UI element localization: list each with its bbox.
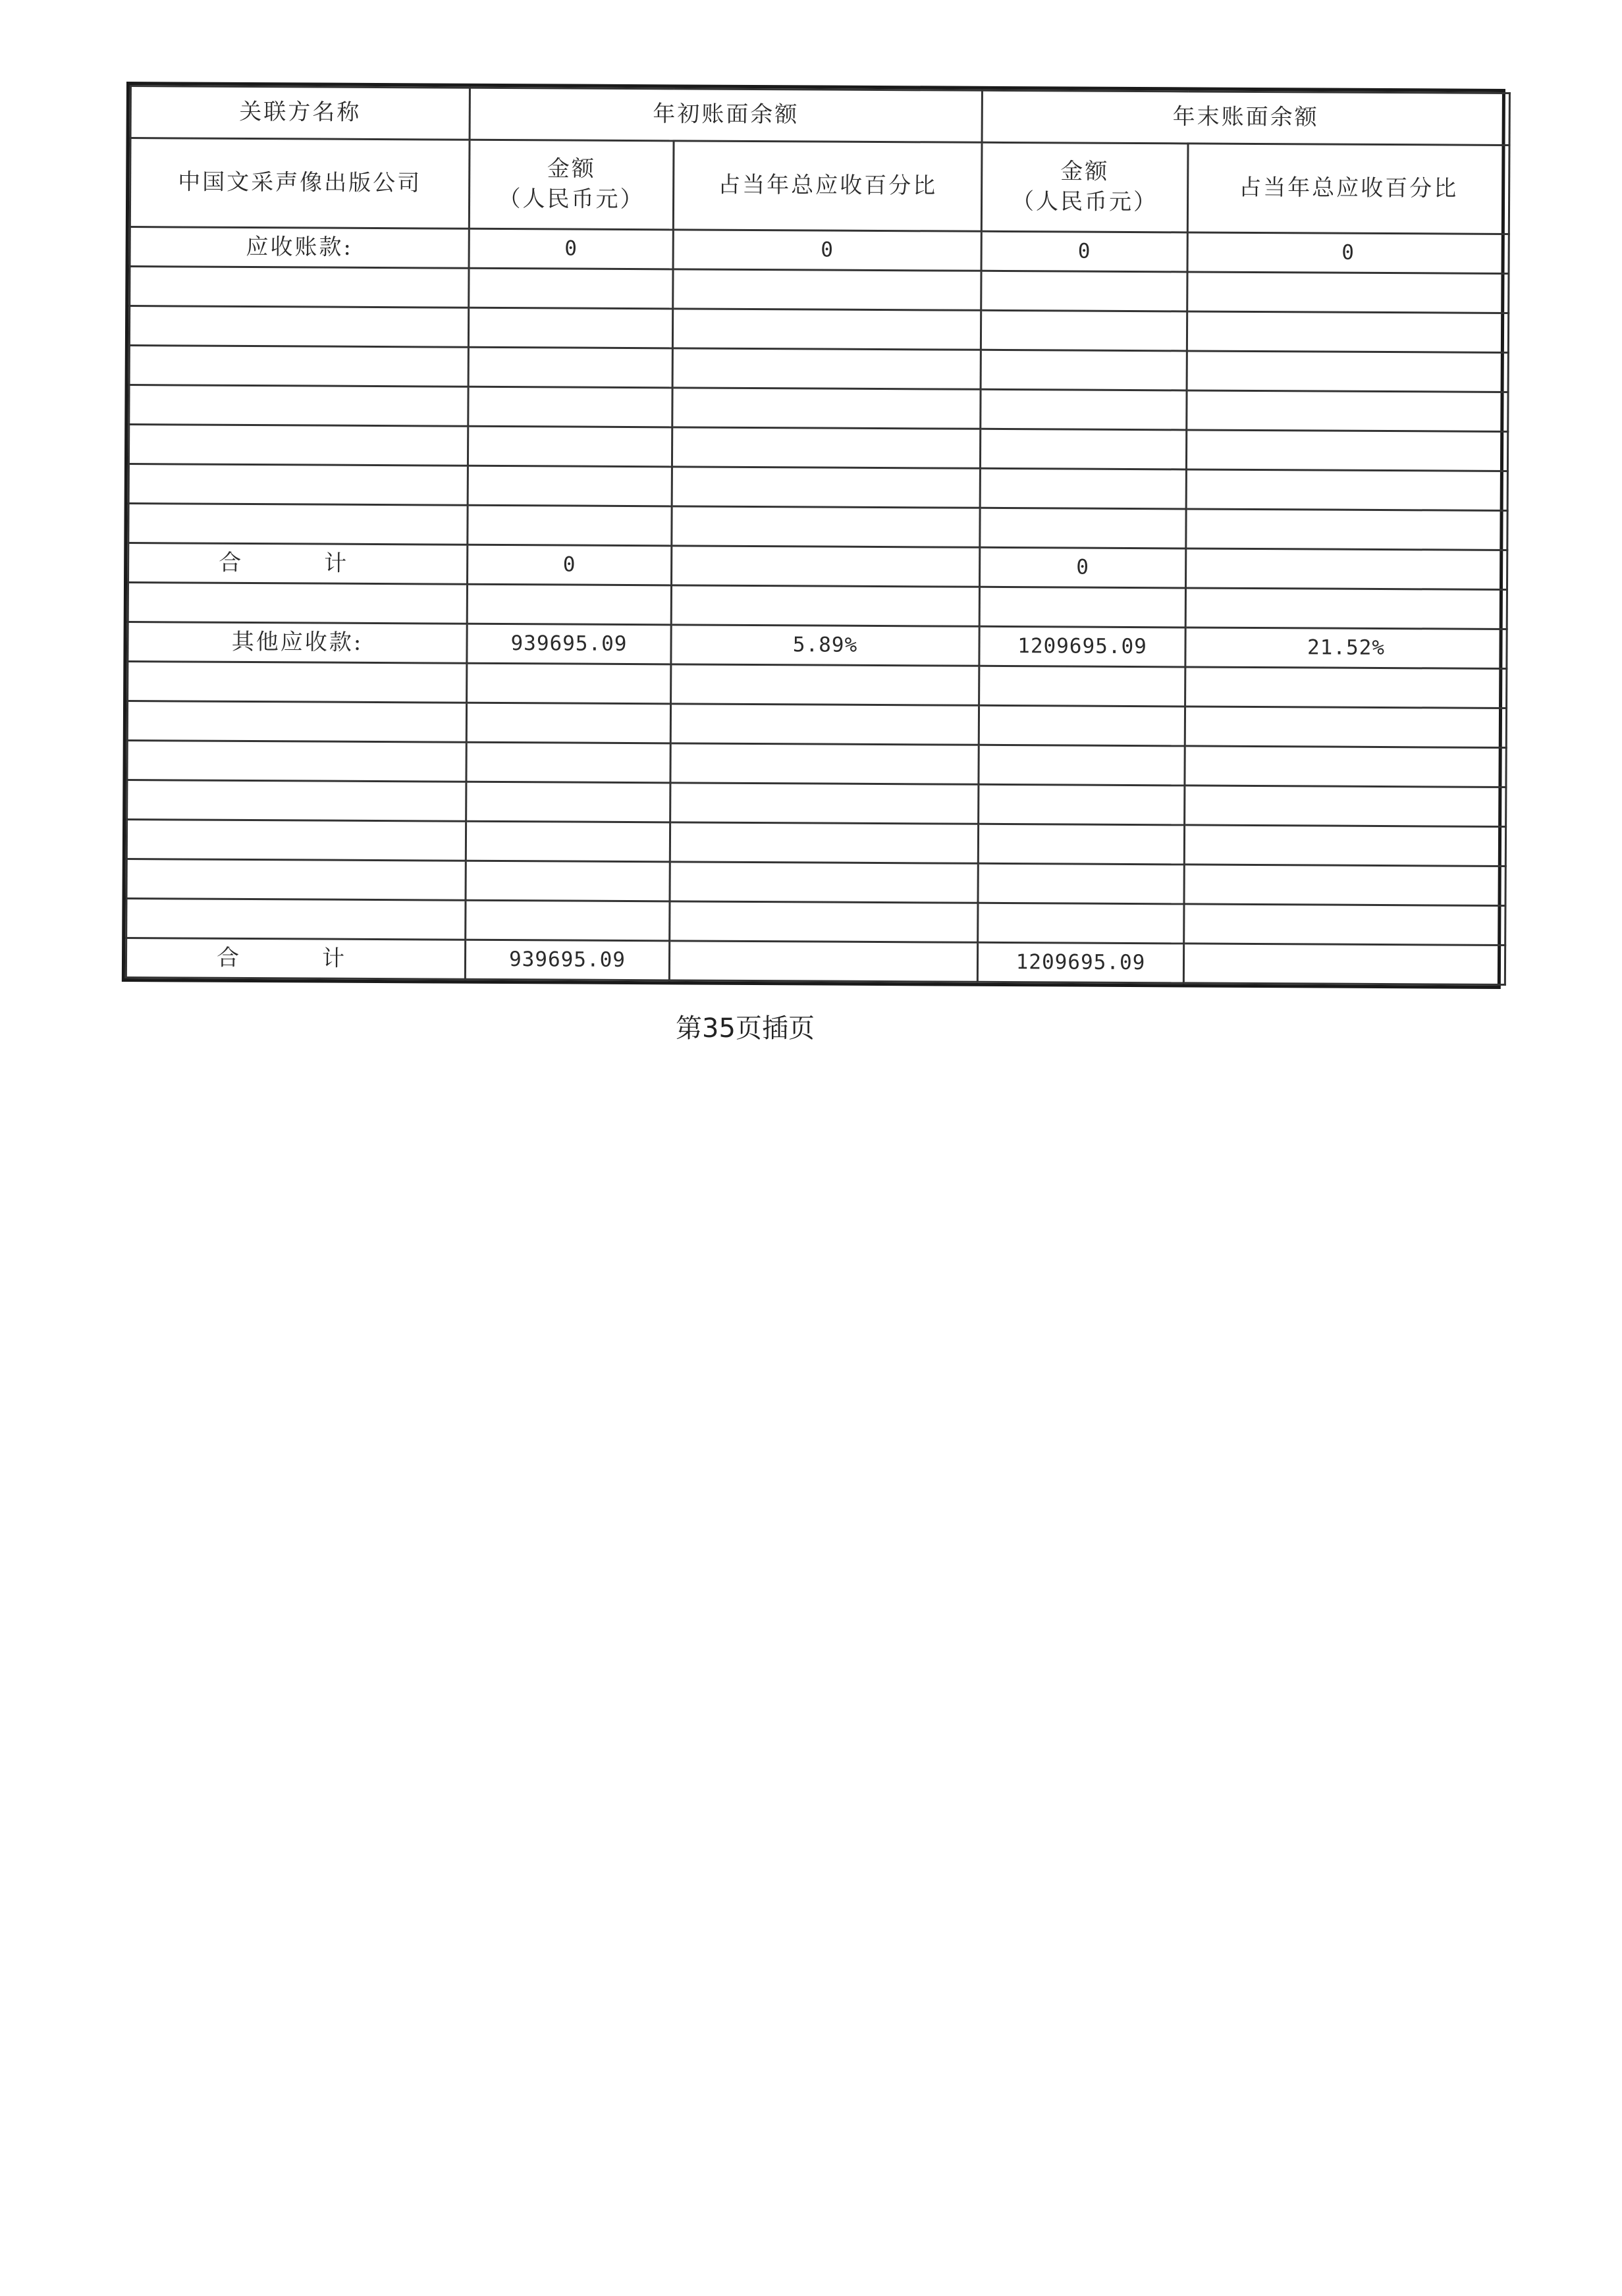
empty-cell: [467, 663, 671, 704]
other-total-close-amount: 1209695.09: [977, 942, 1183, 983]
amount-label: 金额: [547, 155, 596, 182]
other-open-amount: 939695.09: [467, 624, 671, 664]
empty-cell: [1185, 746, 1506, 788]
header-opening-balance: 年初账面余额: [470, 88, 982, 142]
empty-cell: [128, 583, 467, 624]
empty-cell: [127, 741, 466, 782]
empty-cell: [671, 585, 979, 626]
empty-cell: [466, 821, 670, 862]
empty-cell: [466, 782, 670, 822]
empty-cell: [979, 587, 1185, 627]
other-close-pct: 21.52%: [1185, 627, 1507, 669]
empty-cell: [1187, 390, 1508, 432]
table-row: [130, 267, 1509, 313]
empty-cell: [672, 427, 980, 468]
empty-cell: [979, 666, 1185, 707]
empty-cell: [1185, 548, 1507, 590]
amount-unit: （人民币元）: [498, 185, 645, 213]
empty-cell: [469, 268, 673, 309]
empty-cell: [1185, 786, 1506, 827]
table-row: [129, 306, 1508, 353]
empty-cell: [129, 385, 468, 427]
empty-cell: [467, 584, 671, 625]
empty-cell: [1187, 311, 1508, 353]
header-open-amount: [469, 140, 674, 230]
empty-cell: [127, 701, 466, 743]
empty-cell: [979, 705, 1185, 746]
empty-cell: [979, 784, 1185, 825]
table-row: [130, 227, 1509, 274]
header-close-amount: [981, 142, 1188, 232]
empty-cell: [466, 900, 670, 941]
other-total-open-amount: 939695.09: [465, 940, 669, 980]
table-row: [128, 662, 1507, 708]
table-row: [126, 820, 1505, 867]
empty-cell: [1183, 944, 1505, 985]
header-company: 中国文采声像出版公司: [130, 138, 470, 229]
receivables-open-pct: 0: [673, 230, 981, 271]
other-total-label: 合 计: [126, 938, 465, 980]
empty-cell: [128, 504, 468, 545]
empty-cell: [1186, 469, 1507, 511]
empty-cell: [127, 780, 466, 822]
empty-cell: [669, 941, 977, 982]
empty-cell: [1184, 825, 1505, 867]
empty-cell: [468, 347, 672, 388]
page-caption: 第35页插页: [676, 1013, 815, 1044]
receivables-label: 应收账款:: [130, 227, 469, 269]
header-open-percent: 占当年总应收百分比: [673, 141, 982, 231]
header-closing-balance: 年末账面余额: [982, 90, 1509, 145]
empty-cell: [466, 861, 670, 901]
amount-label: 金额: [1060, 158, 1110, 185]
empty-cell: [978, 903, 1184, 944]
receivables-total-label: 合 计: [128, 543, 468, 585]
table-row: [127, 701, 1506, 748]
receivables-total-row: [128, 543, 1507, 590]
table-row: [128, 464, 1507, 511]
amount-unit: （人民币元）: [1011, 188, 1158, 216]
empty-cell: [670, 862, 978, 903]
table-row: [126, 859, 1505, 906]
empty-cell: [1186, 430, 1507, 471]
empty-cell: [981, 350, 1187, 390]
empty-cell: [673, 269, 981, 310]
empty-cell: [129, 346, 468, 387]
empty-cell: [1185, 588, 1507, 629]
empty-cell: [1186, 509, 1507, 550]
table-row: [129, 346, 1508, 392]
receivables-close-pct: 0: [1187, 232, 1509, 274]
empty-cell: [468, 426, 672, 467]
empty-cell: [468, 307, 672, 348]
table-row: [126, 899, 1505, 946]
empty-cell: [466, 703, 670, 743]
empty-cell: [981, 310, 1187, 351]
empty-cell: [670, 704, 979, 745]
empty-cell: [672, 309, 981, 350]
empty-cell: [128, 464, 468, 506]
empty-cell: [1185, 667, 1507, 708]
empty-cell: [670, 822, 978, 863]
empty-cell: [671, 664, 979, 705]
table-row: [127, 780, 1506, 827]
empty-cell: [670, 783, 979, 824]
empty-cell: [978, 863, 1184, 904]
empty-cell: [981, 271, 1187, 311]
empty-cell: [130, 267, 469, 308]
empty-cell: [979, 745, 1185, 786]
table-row: [128, 425, 1507, 471]
empty-cell: [981, 389, 1187, 430]
empty-cell: [128, 425, 468, 466]
table-row: [127, 741, 1506, 788]
empty-cell: [980, 429, 1186, 469]
empty-cell: [980, 468, 1186, 509]
empty-cell: [466, 742, 670, 783]
empty-cell: [672, 506, 980, 547]
empty-cell: [1185, 707, 1506, 748]
empty-cell: [128, 662, 467, 703]
table-row: [128, 504, 1507, 550]
empty-cell: [126, 820, 466, 861]
empty-cell: [1187, 272, 1509, 313]
empty-cell: [129, 306, 468, 348]
other-total-row: [126, 938, 1505, 985]
other-close-amount: 1209695.09: [979, 626, 1185, 667]
empty-cell: [1184, 865, 1505, 906]
table-row: [128, 622, 1507, 669]
empty-cell: [672, 388, 981, 429]
empty-cell: [126, 859, 466, 901]
related-party-table: [122, 82, 1505, 989]
empty-cell: [978, 824, 1184, 865]
empty-cell: [980, 508, 1186, 548]
empty-cell: [672, 546, 980, 587]
empty-cell: [1184, 904, 1505, 946]
empty-cell: [1187, 351, 1508, 392]
empty-cell: [670, 901, 978, 942]
empty-cell: [468, 466, 672, 506]
receivables-total-open-amount: 0: [468, 545, 672, 585]
header-party-name: 关联方名称: [130, 86, 470, 140]
receivables-open-amount: 0: [469, 228, 673, 269]
table-row: [129, 385, 1508, 432]
other-open-pct: 5.89%: [671, 625, 979, 666]
empty-cell: [468, 387, 672, 427]
receivables-close-amount: 0: [981, 231, 1187, 272]
table-row: [128, 583, 1507, 629]
other-receivables-label: 其他应收款:: [128, 622, 467, 664]
empty-cell: [468, 505, 672, 546]
receivables-total-close-amount: 0: [980, 547, 1186, 588]
empty-cell: [672, 348, 981, 389]
empty-cell: [126, 899, 466, 940]
empty-cell: [670, 743, 979, 784]
empty-cell: [672, 467, 980, 508]
header-close-percent: 占当年总应收百分比: [1187, 144, 1509, 234]
